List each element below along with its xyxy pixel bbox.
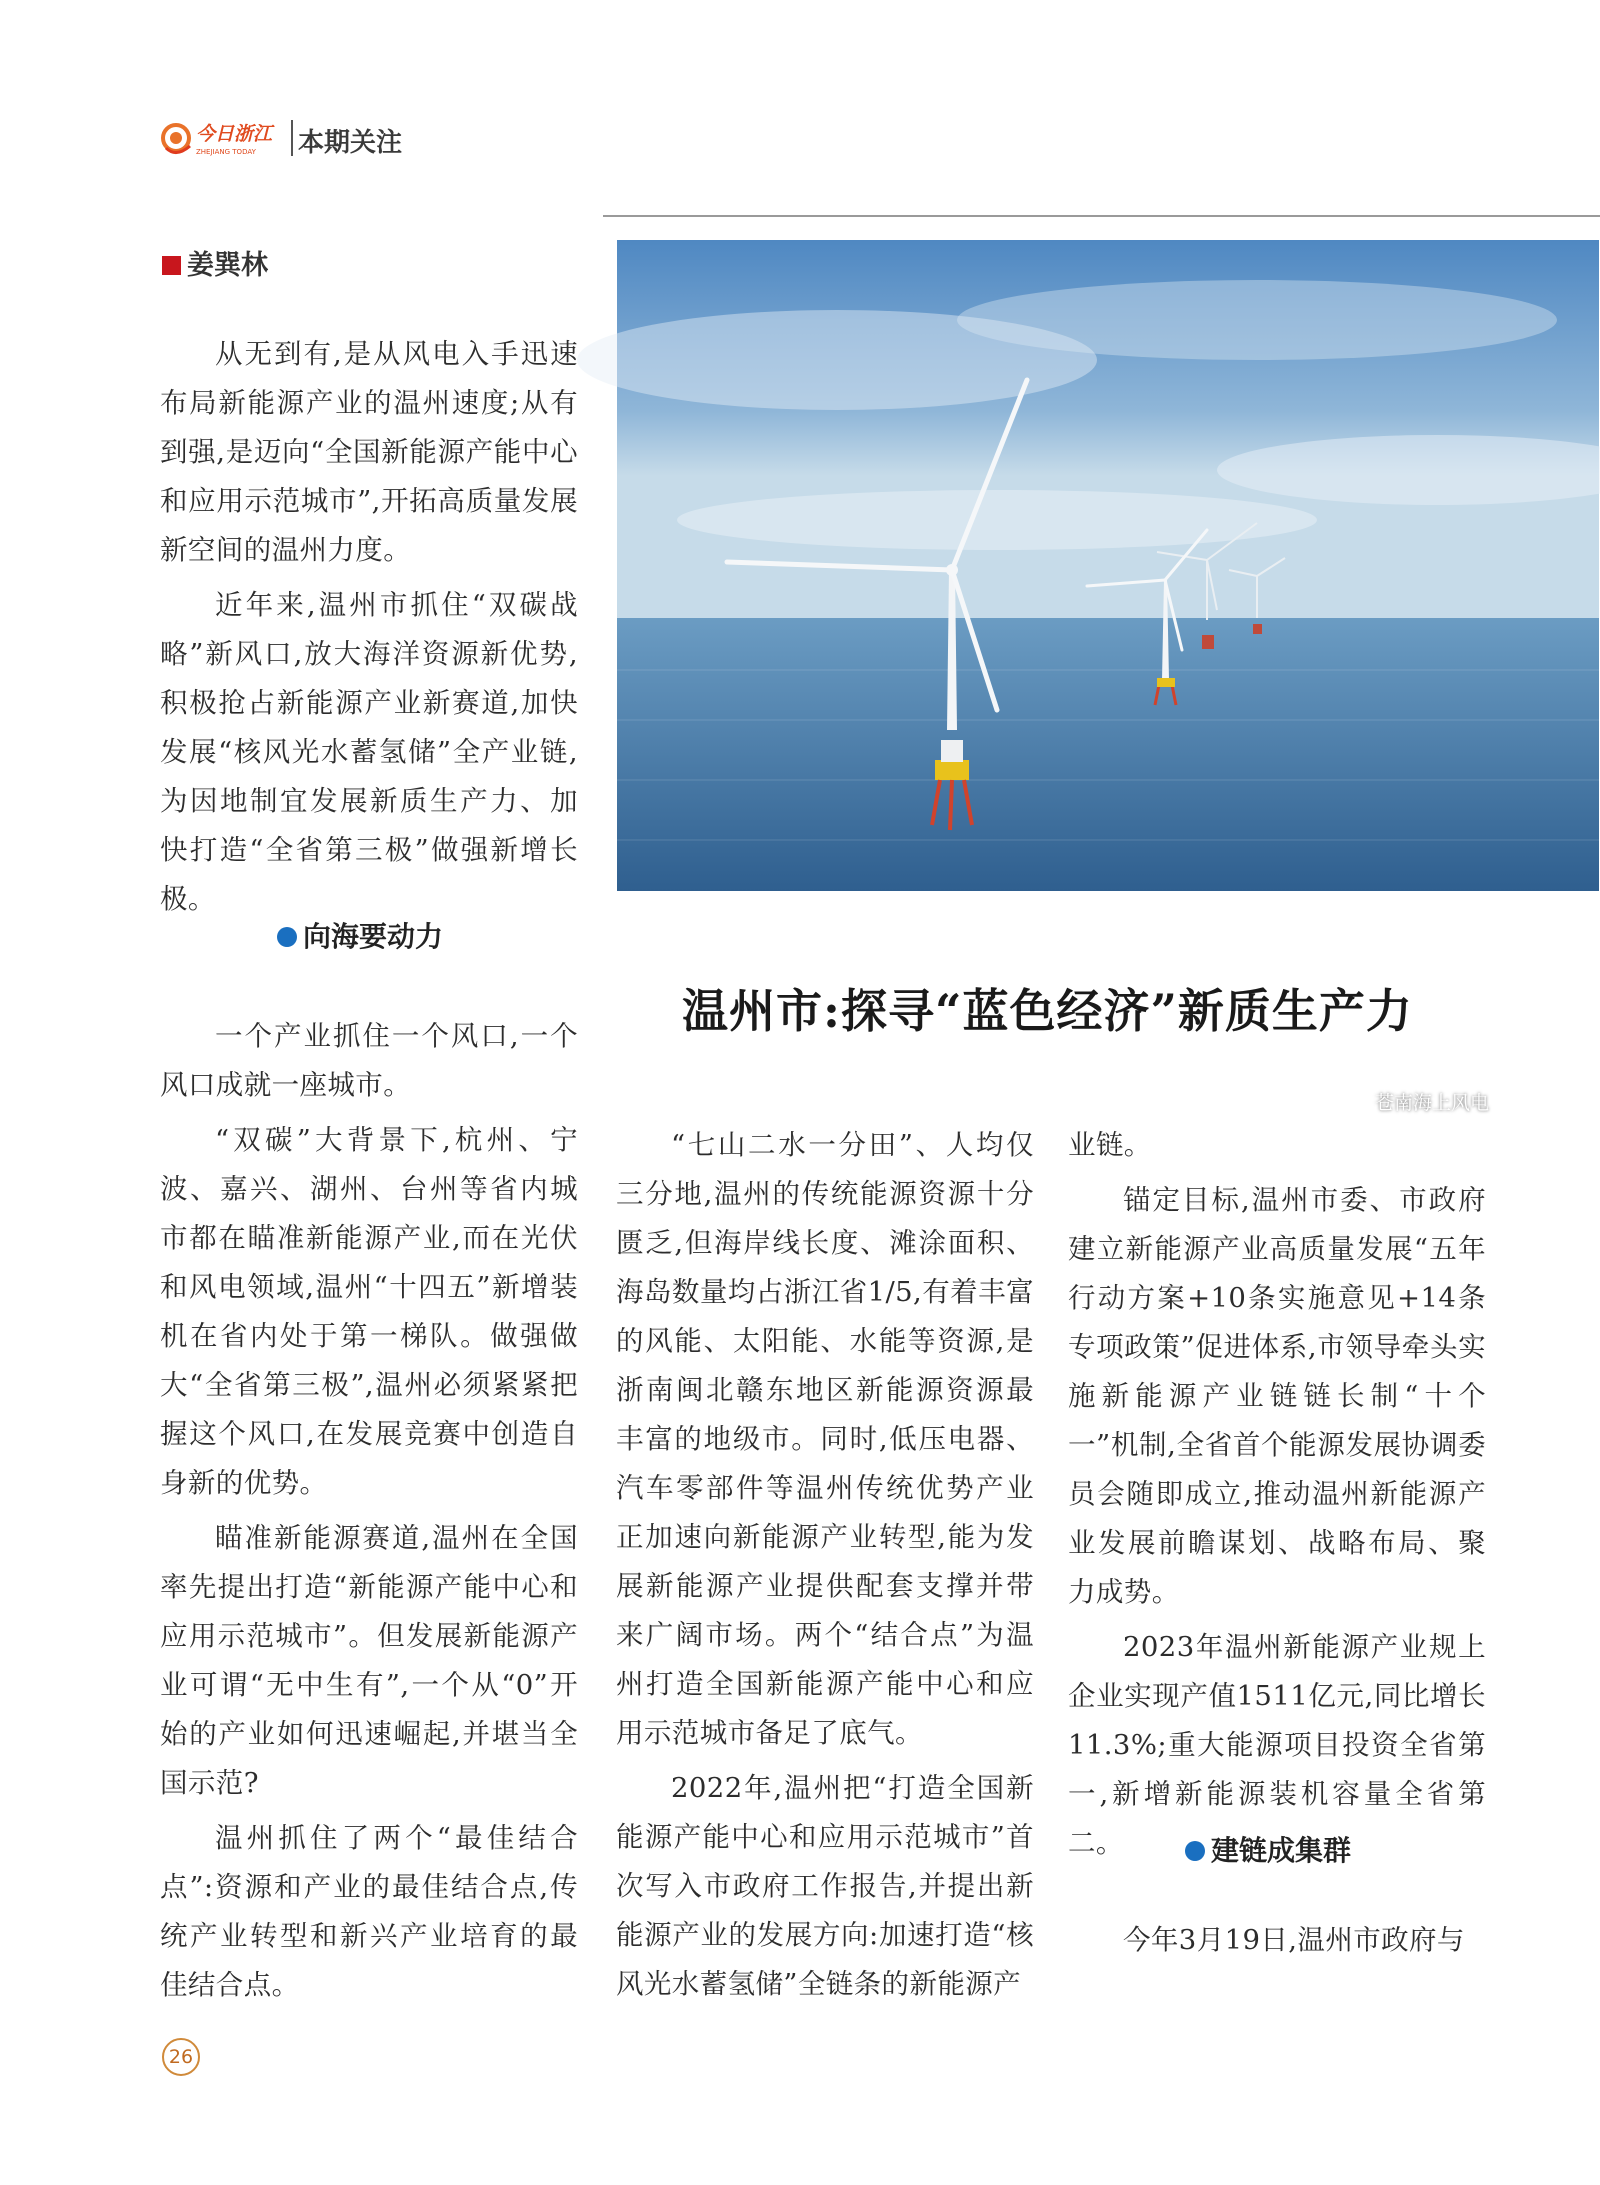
author-name: 姜巽林 [187, 250, 268, 281]
paragraph: 温州抓住了两个“最佳结合点”:资源和产业的最佳结合点,传统产业转型和新兴产业培育的最佳结合点。 [160, 1822, 578, 2001]
paragraph: 锚定目标,温州市委、市政府建立新能源产业高质量发展“五年行动方案+10条实施意见+14条专项政策”促进体系,市领导牵头实施新能源产业链链长制“十个一”机制,全省首个能源发展协调委员会随即成立,推动温州新能源产业发展前瞻谋划、战略布局、聚力成势。 [1068, 1184, 1486, 1608]
zhejiang-today-logo [160, 118, 290, 162]
column-2-text [616, 1121, 1034, 2015]
logo-text: 今日浙江 [196, 123, 273, 145]
logo-subtext: ZHEJIANG TODAY [196, 148, 256, 156]
red-square-icon [162, 256, 181, 275]
paragraph-continuation: 业链。 [1068, 1129, 1152, 1161]
section-heading-1 [277, 915, 443, 955]
intro-paragraph: 从无到有,是从风电入手迅速布局新能源产业的温州速度;从有到强,是迈向“全国新能源产能中心和应用示范城市”,开拓高质量发展新空间的温州力度。 [160, 338, 578, 566]
column-1-text [160, 1012, 578, 2016]
paragraph: 一个产业抓住一个风口,一个风口成就一座城市。 [160, 1020, 578, 1101]
paragraph: 今年3月19日,温州市政府与 [1123, 1924, 1465, 1956]
column-3-lower-text [1068, 1916, 1486, 1971]
intro-text [160, 330, 578, 930]
header-divider [291, 120, 293, 156]
top-rule [603, 215, 1600, 217]
author-line [162, 243, 268, 282]
bullet-dot-icon [277, 927, 297, 947]
column-3-text [1068, 1121, 1486, 1874]
paragraph: 瞄准新能源赛道,温州在全国率先提出打造“新能源产能中心和应用示范城市”。但发展新能源产业可谓“无中生有”,一个从“0”开始的产业如何迅速崛起,并堪当全国示范? [160, 1522, 578, 1799]
photo-caption: 苍南海上风电 [1374, 1092, 1489, 1114]
section-heading-text: 向海要动力 [303, 920, 444, 953]
section-label: 本期关注 [298, 128, 403, 158]
page-number: 26 [162, 2038, 200, 2076]
intro-paragraph: 近年来,温州市抓住“双碳战略”新风口,放大海洋资源新优势,积极抢占新能源产业新赛道,加快发展“核风光水蓄氢储”全产业链,为因地制宜发展新质生产力、加快打造“全省第三极”做强新增长极。 [160, 589, 578, 915]
bullet-dot-icon [1185, 1841, 1205, 1861]
paragraph: “七山二水一分田”、人均仅三分地,温州的传统能源资源十分匮乏,但海岸线长度、滩涂面积、海岛数量均占浙江省1/5,有着丰富的风能、太阳能、水能等资源,是浙南闽北赣东地区新能源资源最丰富的地级市。同时,低压电器、汽车零部件等温州传统优势产业正加速向新能源产业转型,能为发展新能源产业提供配套支撑并带来广阔市场。两个“结合点”为温州打造全国新能源产能中心和应用示范城市备足了底气。 [616, 1129, 1034, 1749]
paragraph: 2023年温州新能源产业规上企业实现产值1511亿元,同比增长11.3%;重大能源项目投资全省第一,新增新能源装机容量全省第二。 [1068, 1631, 1486, 1859]
section-heading-2 [1185, 1829, 1351, 1869]
paragraph: “双碳”大背景下,杭州、宁波、嘉兴、湖州、台州等省内城市都在瞄准新能源产业,而在光伏和风电领域,温州“十四五”新增装机在省内处于第一梯队。做强做大“全省第三极”,温州必须紧紧把握这个风口,在发展竞赛中创造自身新的优势。 [160, 1124, 578, 1499]
section-heading-text: 建链成集群 [1211, 1834, 1352, 1867]
paragraph: 2022年,温州把“打造全国新能源产能中心和应用示范城市”首次写入市政府工作报告,并提出新能源产业的发展方向:加速打造“核风光水蓄氢储”全链条的新能源产 [616, 1772, 1034, 2000]
article-title: 温州市:探寻“蓝色经济”新质生产力 [682, 984, 1413, 1038]
